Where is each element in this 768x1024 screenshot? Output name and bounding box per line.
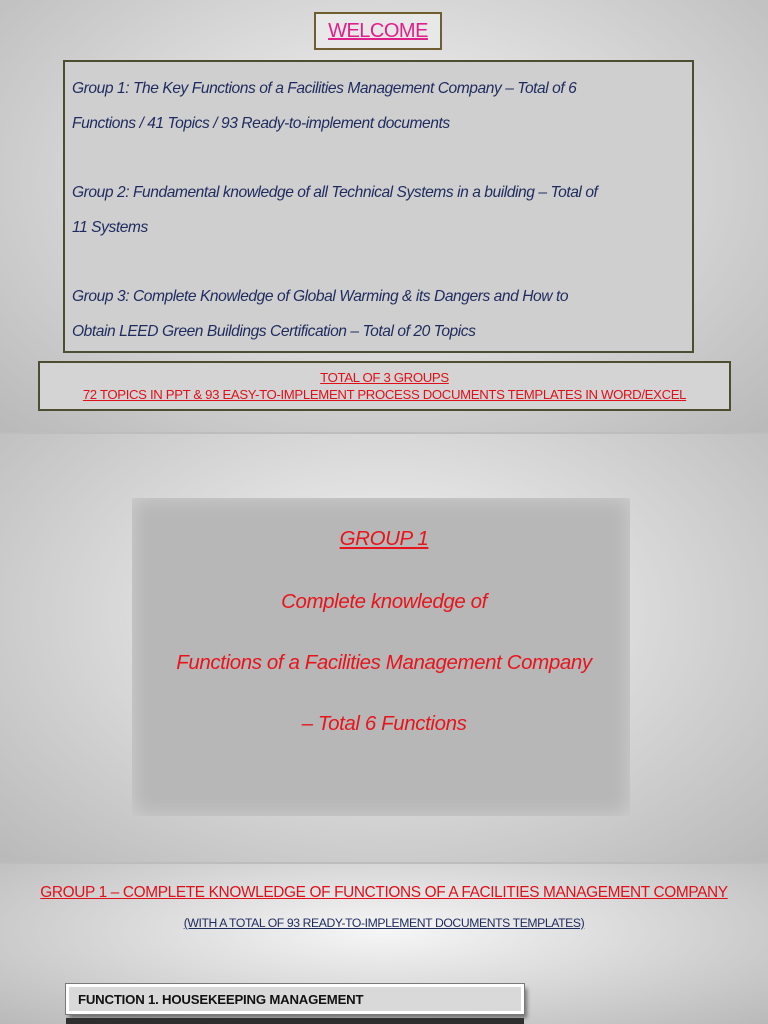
section-title: GROUP 1 – COMPLETE KNOWLEDGE OF FUNCTIONS OF A FACILITIES MANAGEMENT COMPANY — [40, 884, 728, 901]
group-3-line-2: Obtain LEED Green Buildings Certification – Total of 20 Topics — [72, 322, 476, 340]
group-2-line-1: Group 2: Fundamental knowledge of all Technical Systems in a building – Total of — [72, 184, 598, 201]
groups-summary-box — [63, 60, 694, 353]
slide-group-1 — [0, 434, 768, 862]
group-1-line-3: Functions of a Facilities Management Company — [176, 651, 592, 674]
welcome-box — [314, 12, 442, 50]
total-topics-label: 72 TOPICS IN PPT & 93 EASY-TO-IMPLEMENT PROCESS DOCUMENTS TEMPLATES IN WORD/EXCEL — [82, 387, 687, 402]
total-box — [38, 361, 731, 411]
group-1-line-4: – Total 6 Functions — [301, 712, 467, 735]
group-1-line-2: Functions / 41 Topics / 93 Ready-to-implement documents — [72, 114, 450, 132]
group-1-title: GROUP 1 — [339, 527, 429, 550]
section-subtitle: (WITH A TOTAL OF 93 READY-TO-IMPLEMENT DOCUMENTS TEMPLATES) — [183, 916, 585, 930]
group-3-summary — [72, 280, 686, 349]
function-bar-shadow-strip — [66, 1018, 524, 1024]
function-1-label: FUNCTION 1. HOUSEKEEPING MANAGEMENT — [78, 992, 364, 1007]
group-2-line-2: 11 Systems — [72, 218, 148, 236]
group-1-line-1: Group 1: The Key Functions of a Facilities Management Company – Total of 6 — [72, 80, 577, 97]
slide-group-1-functions — [0, 864, 768, 1024]
welcome-title: WELCOME — [328, 19, 428, 42]
group-3-line-1: Group 3: Complete Knowledge of Global Warming & its Dangers and How to — [72, 288, 569, 305]
total-groups-label: TOTAL OF 3 GROUPS — [320, 370, 449, 385]
group-1-summary — [72, 72, 686, 141]
group-1-line-2: Complete knowledge of — [281, 590, 487, 613]
function-1-bar — [66, 984, 524, 1014]
group-2-summary — [72, 176, 686, 245]
slide-welcome — [0, 0, 768, 432]
